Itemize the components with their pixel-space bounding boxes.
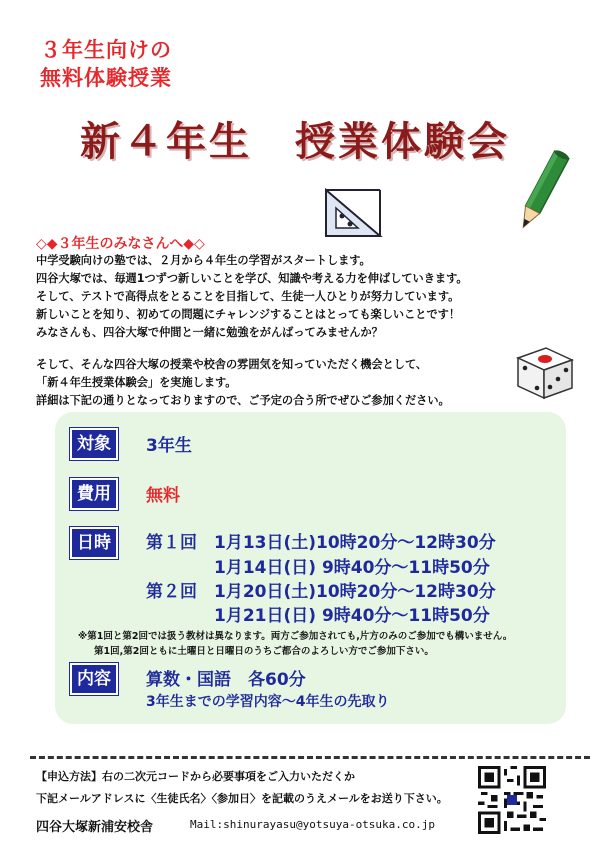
intro-line: 新しいことを知り、初めての問題にチャレンジすることはとっても楽しいことです！ xyxy=(36,308,461,321)
fee-value: 無料 xyxy=(146,486,180,506)
greeting-heading: ◇◆３年生のみなさんへ◆◇ xyxy=(36,236,205,252)
divider xyxy=(30,756,590,759)
qr-code-icon[interactable] xyxy=(478,766,546,834)
content-sub: 3年生までの学習内容～4年生の先取り xyxy=(146,694,390,710)
intro-line: みなさんも、四谷大塚で仲間と一緒に勉強をがんばってみませんか？ xyxy=(36,326,383,339)
target-value: 3年生 xyxy=(146,436,192,456)
subtitle-line-2: 無料体験授業 xyxy=(40,66,172,90)
school-name: 四谷大塚新浦安校舎 xyxy=(36,820,154,835)
triangle-ruler-icon xyxy=(322,186,384,240)
pencil-icon xyxy=(512,146,572,238)
intro-line: そして、そんな四谷大塚の授業や校舎の雰囲気を知っていただく機会として、 xyxy=(36,358,428,371)
schedule-row: 1月21日(日) 9時40分～11時50分 xyxy=(146,606,490,626)
fee-label: 費用 xyxy=(70,478,118,510)
intro-line: 中学受験向けの塾では、２月から４年生の学習がスタートします。 xyxy=(36,254,371,267)
mail-address[interactable]: Mail:shinurayasu@yotsuya-otsuka.co.jp xyxy=(190,818,436,831)
schedule-note: ※第1回と第2回では扱う教材は異なります。両方ご参加されても,片方のみのご参加でも構いません。 xyxy=(78,631,513,642)
apply-line: 【申込方法】右の二次元コードから必要事項をご入力いただくか xyxy=(36,770,355,783)
intro-line: 四谷大塚では、毎週1つずつ新しいことを学び、知識や考える力を伸ばしていきます。 xyxy=(36,272,468,285)
intro-line: そして、テストで高得点をとることを目指して、生徒一人ひとりが努力しています。 xyxy=(36,290,460,303)
target-label: 対象 xyxy=(70,428,118,460)
subtitle xyxy=(40,36,172,92)
page-title: 新４年生 授業体験会 xyxy=(80,119,510,165)
intro-line: 詳細は下記の通りとなっておりますので、ご予定の合う所でぜひご参加ください。 xyxy=(36,394,450,407)
content-value: 算数・国語 各60分 xyxy=(146,670,306,690)
schedule-row: 1月14日(日) 9時40分～11時50分 xyxy=(146,558,490,578)
content-label: 内容 xyxy=(70,663,118,695)
apply-instructions xyxy=(36,766,448,810)
dice-icon xyxy=(512,340,576,400)
intro-line: 「新４年生授業体験会」を実施します。 xyxy=(36,376,237,389)
schedule-row: 第１回 1月13日(土)10時20分～12時30分 xyxy=(146,533,496,553)
schedule-note: 第1回,第2回ともに土曜日と日曜日のうちご都合のよろしい方でご参加下さい。 xyxy=(94,646,434,657)
subtitle-line-1: ３年生向けの xyxy=(40,38,172,62)
schedule-label: 日時 xyxy=(70,527,118,559)
intro-text xyxy=(36,252,576,410)
apply-line: 下記メールアドレスに〈生徒氏名〉〈参加日〉を記載のうえメールをお送り下さい。 xyxy=(36,792,448,805)
schedule-row: 第２回 1月20日(土)10時20分～12時30分 xyxy=(146,582,496,602)
